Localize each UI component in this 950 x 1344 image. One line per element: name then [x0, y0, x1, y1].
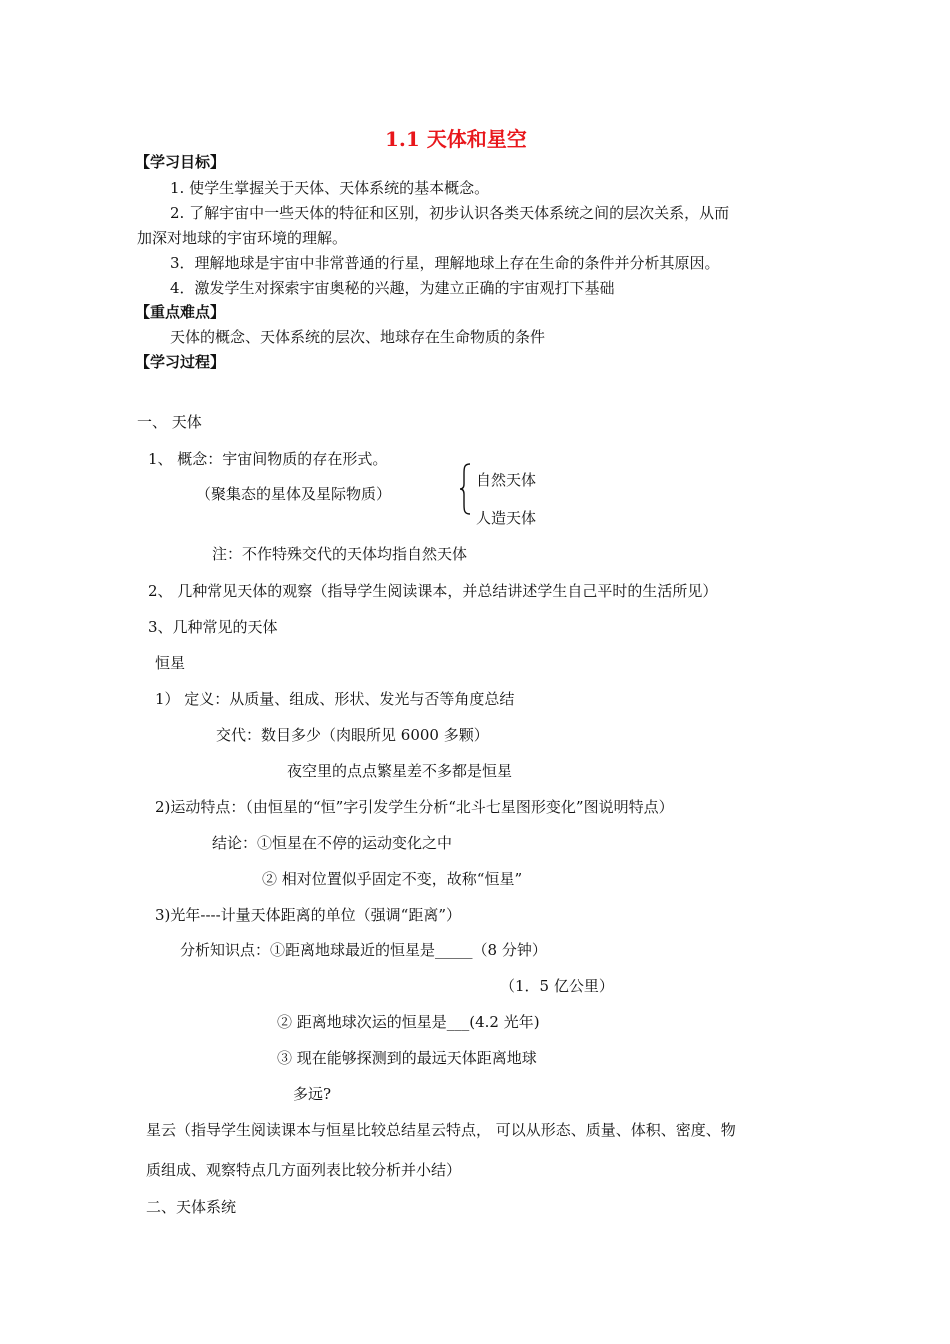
star-heading: 恒星 — [155, 654, 186, 672]
artificial-body: 人造天体 — [476, 509, 537, 527]
light-year-line: 3)光年----计量天体距离的单位（强调“距离”） — [155, 906, 462, 924]
common-bodies-line: 3、几种常见的天体 — [148, 618, 278, 636]
section-2-heading: 二、天体系统 — [146, 1198, 237, 1216]
explain-line-1: 交代：数目多少（肉眼所见 6000 多颗） — [216, 726, 489, 744]
knowledge-3b: 多远? — [293, 1085, 332, 1103]
note-line: 注：不作特殊交代的天体均指自然天体 — [212, 545, 468, 563]
natural-body: 自然天体 — [476, 471, 537, 489]
knowledge-3: ③ 现在能够探测到的最远天体距离地球 — [277, 1049, 537, 1067]
curly-brace-icon — [458, 462, 472, 516]
goal-3: 3．理解地球是宇宙中非常普通的行星，理解地球上存在生命的条件并分析其原因。 — [170, 254, 720, 272]
process-header: 【学习过程】 — [135, 353, 226, 371]
conclusion-2: ② 相对位置似乎固定不变，故称“恒星” — [262, 870, 523, 888]
definition-line: 1） 定义：从质量、组成、形状、发光与否等角度总结 — [155, 690, 515, 708]
goal-4: 4．激发学生对探索宇宙奥秘的兴趣，为建立正确的宇宙观打下基础 — [170, 279, 615, 297]
key-header: 【重点难点】 — [135, 303, 226, 321]
explain-line-2: 夜空里的点点繁星差不多都是恒星 — [287, 762, 513, 780]
goal-2: 2. 了解宇宙中一些天体的特征和区别，初步认识各类天体系统之间的层次关系，从而 — [170, 204, 730, 222]
concept-line: 1、 概念：宇宙间物质的存在形式。 — [148, 450, 388, 468]
key-text: 天体的概念、天体系统的层次、地球存在生命物质的条件 — [170, 328, 546, 346]
page-title: 1.1 天体和星空 — [385, 127, 527, 151]
concept-note: （聚集态的星体及星际物质） — [196, 485, 392, 503]
motion-line: 2)运动特点：（由恒星的“恒”字引发学生分析“北斗七星图形变化”图说明特点） — [155, 798, 674, 816]
goals-header: 【学习目标】 — [135, 153, 226, 171]
goal-2-cont: 加深对地球的宇宙环境的理解。 — [137, 229, 348, 247]
knowledge-1b: （1．5 亿公里） — [500, 977, 614, 995]
goal-1: 1. 使学生掌握关于天体、天体系统的基本概念。 — [170, 179, 490, 197]
nebula-line-2: 质组成、观察特点几方面列表比较分析并小结） — [146, 1161, 462, 1179]
knowledge-1: 分析知识点：①距离地球最近的恒星是_____（8 分钟） — [180, 941, 547, 959]
observation-line: 2、 几种常见天体的观察（指导学生阅读课本，并总结讲述学生自己平时的生活所见） — [148, 582, 718, 600]
section-1-heading: 一、 天体 — [137, 413, 202, 431]
knowledge-2: ② 距离地球次运的恒星是___(4.2 光年) — [277, 1013, 540, 1031]
conclusion-1: 结论：①恒星在不停的运动变化之中 — [212, 834, 453, 852]
nebula-line-1: 星云（指导学生阅读课本与恒星比较总结星云特点， 可以从形态、质量、体积、密度、物 — [146, 1121, 736, 1139]
